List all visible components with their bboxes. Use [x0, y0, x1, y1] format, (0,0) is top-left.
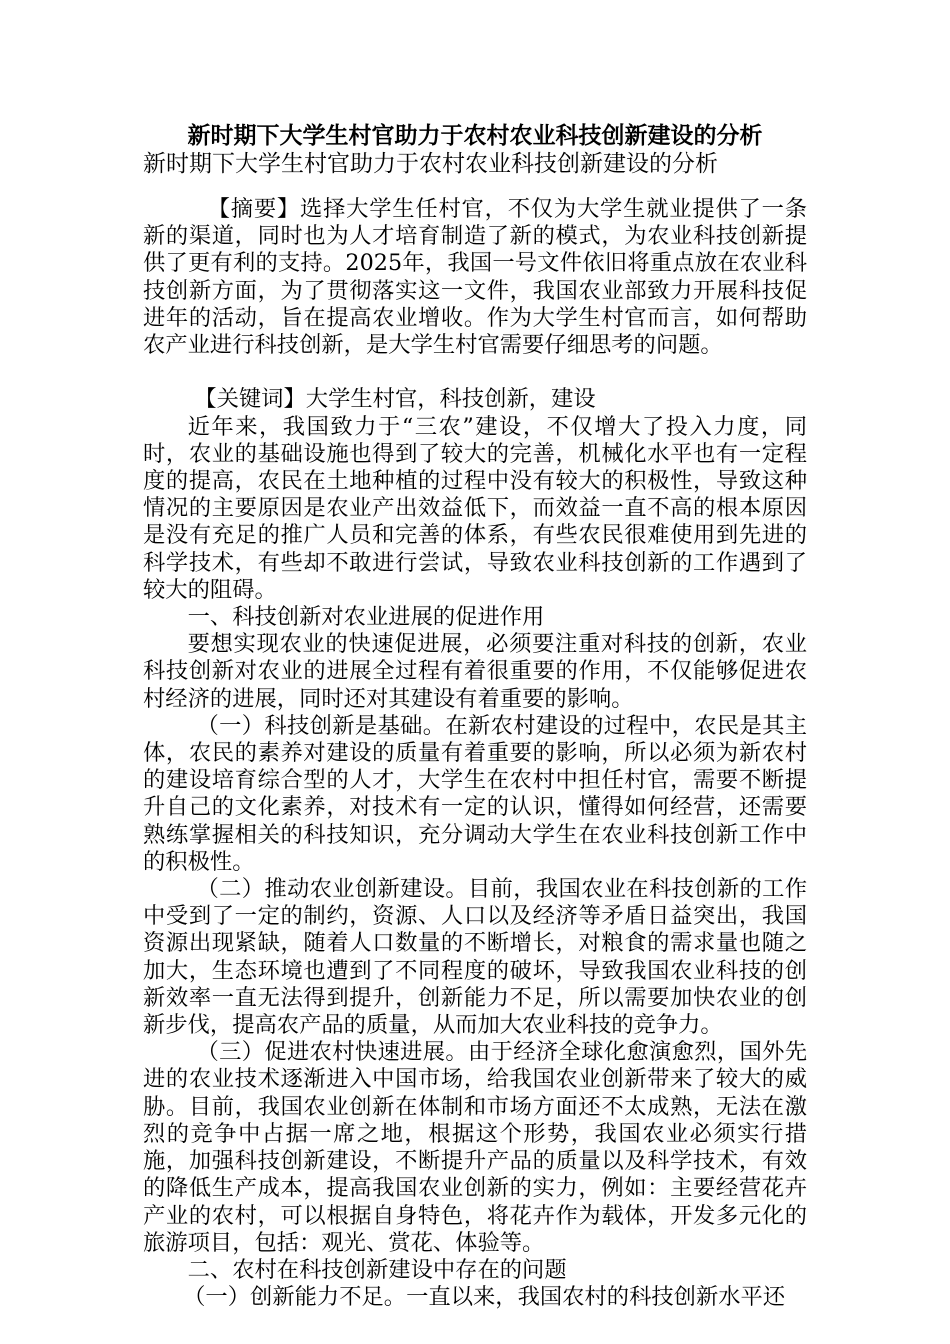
document-title: 新时期下大学生村官助力于农村农业科技创新建设的分析	[187, 122, 763, 149]
document-subtitle: 新时期下大学生村官助力于农村农业科技创新建设的分析	[143, 151, 718, 177]
section-heading-2: 二、农村在科技创新建设中存在的问题	[187, 1256, 567, 1283]
section-1-paragraph: 要想实现农业的快速促进展，必须要注重对科技的创新，农业科技创新对农业的进展全过程有着很重要的作用，不仅能够促进农村经济的进展，同时还对其建设有着重要的影响。	[143, 631, 807, 712]
subsection-1-1-paragraph: （一）科技创新是基础。在新农村建设的过程中，农民是其主体，农民的素养对建设的质量有着重要的影响，所以必须为新农村的建设培育综合型的人才，大学生在农村中担任村官，需要不断提升自己的文化素养，对技术有一定的认识，懂得如何经营，还需要熟练掌握相关的科技知识，充分调动大学生在农业科技创新工作中的积极性。	[143, 712, 807, 875]
abstract-paragraph: 【摘要】选择大学生任村官，不仅为大学生就业提供了一条新的渠道，同时也为人才培育制造了新的模式，为农业科技创新提供了更有利的支持。2025年，我国一号文件依旧将重点放在农业科技创新方面，为了贯彻落实这一文件，我国农业部致力开展科技促进年的活动，旨在提高农业增收。作为大学生村官而言，如何帮助农产业进行科技创新，是大学生村官需要仔细思考的问题。	[143, 196, 807, 359]
subsection-1-2-paragraph: （二）推动农业创新建设。目前，我国农业在科技创新的工作中受到了一定的制约，资源、人口以及经济等矛盾日益突出，我国资源出现紧缺，随着人口数量的不断增长，对粮食的需求量也随之加大，生态环境也遭到了不同程度的破坏，导致我国农业科技的创新效率一直无法得到提升，创新能力不足，所以需要加快农业的创新步伐，提高农产品的质量，从而加大农业科技的竞争力。	[143, 876, 807, 1039]
section-heading-1: 一、科技创新对农业进展的促进作用	[187, 604, 545, 631]
intro-paragraph: 近年来，我国致力于“三农”建设，不仅增大了投入力度，同时，农业的基础设施也得到了较大的完善，机械化水平也有一定程度的提高，农民在土地种植的过程中没有较大的积极性，导致这种情况的主要原因是农业产出效益低下，而效益一直不高的根本原因是没有充足的推广人员和完善的体系，有些农民很难使用到先进的科学技术，有些却不敢进行尝试，导致农业科技创新的工作遇到了较大的阻碍。	[143, 413, 807, 603]
subsection-2-1-paragraph: （一）创新能力不足。一直以来，我国农村的科技创新水平还	[183, 1284, 786, 1311]
keywords-paragraph: 【关键词】大学生村官，科技创新，建设	[194, 386, 596, 413]
document-body	[143, 196, 807, 1311]
subsection-1-3-paragraph: （三）促进农村快速进展。由于经济全球化愈演愈烈，国外先进的农业技术逐渐进入中国市场，给我国农业创新带来了较大的威胁。目前，我国农业创新在体制和市场方面还不太成熟，无法在激烈的竞争中占据一席之地，根据这个形势，我国农业必须实行措施，加强科技创新建设，不断提升产品的质量以及科学技术，有效的降低生产成本，提高我国农业创新的实力，例如：主要经营花卉产业的农村，可以根据自身特色，将花卉作为载体，开发多元化的旅游项目，包括：观光、赏花、体验等。	[143, 1039, 807, 1256]
